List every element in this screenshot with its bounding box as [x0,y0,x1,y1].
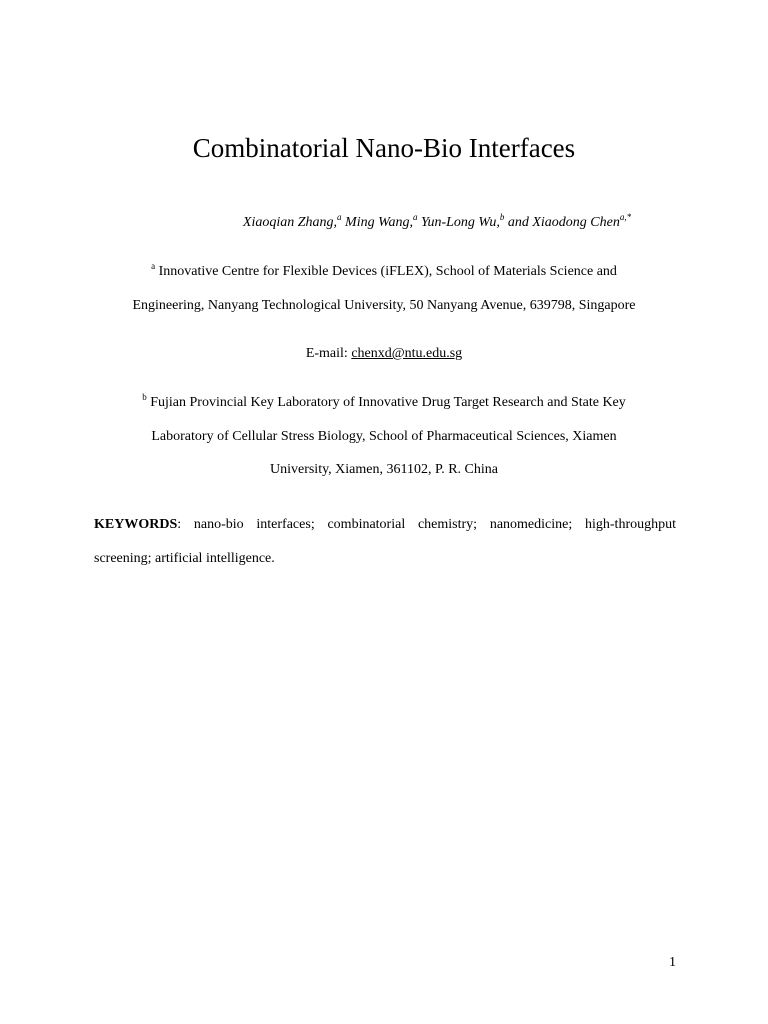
author-affiliation-marker: a [412,212,418,222]
author-name: Ming Wang, [345,215,413,230]
email-line [0,344,768,364]
author-affiliation-marker: a,* [619,212,632,222]
affiliation-marker: a [151,261,156,271]
affiliation-b-line-1 [0,393,768,413]
email-link[interactable]: chenxd@ntu.edu.sg [351,346,463,361]
keywords-label: KEYWORDS [94,517,178,532]
author-name: Yun-Long Wu, [420,215,500,230]
email-label: E-mail: [305,346,348,361]
affiliation-b-line-2: Laboratory of Cellular Stress Biology, School of Pharmaceutical Sciences, Xiamen [151,429,617,444]
page-number: 1 [669,955,676,970]
author-affiliation-marker: b [499,212,505,222]
author-affiliation-marker: a [337,212,342,222]
affiliation-marker: b [142,392,147,402]
author-name: Xiaoqian Zhang, [242,215,338,230]
author-name: and Xiaodong Chen [507,215,620,230]
paper-title: Combinatorial Nano-Bio Interfaces [192,133,576,163]
affiliation-b-line-3: University, Xiamen, 361102, P. R. China [269,462,498,477]
affiliation-text: Fujian Provincial Key Laboratory of Innovative Drug Target Research and State Key [150,395,626,410]
affiliation-a-line-2: Engineering, Nanyang Technological University, 50 Nanyang Avenue, 639798, Singapore [132,298,636,313]
affiliation-a-line-1 [0,262,768,282]
author-list [0,213,768,233]
keywords-text: : nano-bio interfaces; combinatorial chemistry; nanomedicine; high-throughput screening; artificial intelligence. [94,517,676,566]
keywords-paragraph [94,508,676,576]
affiliation-text: Innovative Centre for Flexible Devices (iFLEX), School of Materials Science and [158,264,617,279]
